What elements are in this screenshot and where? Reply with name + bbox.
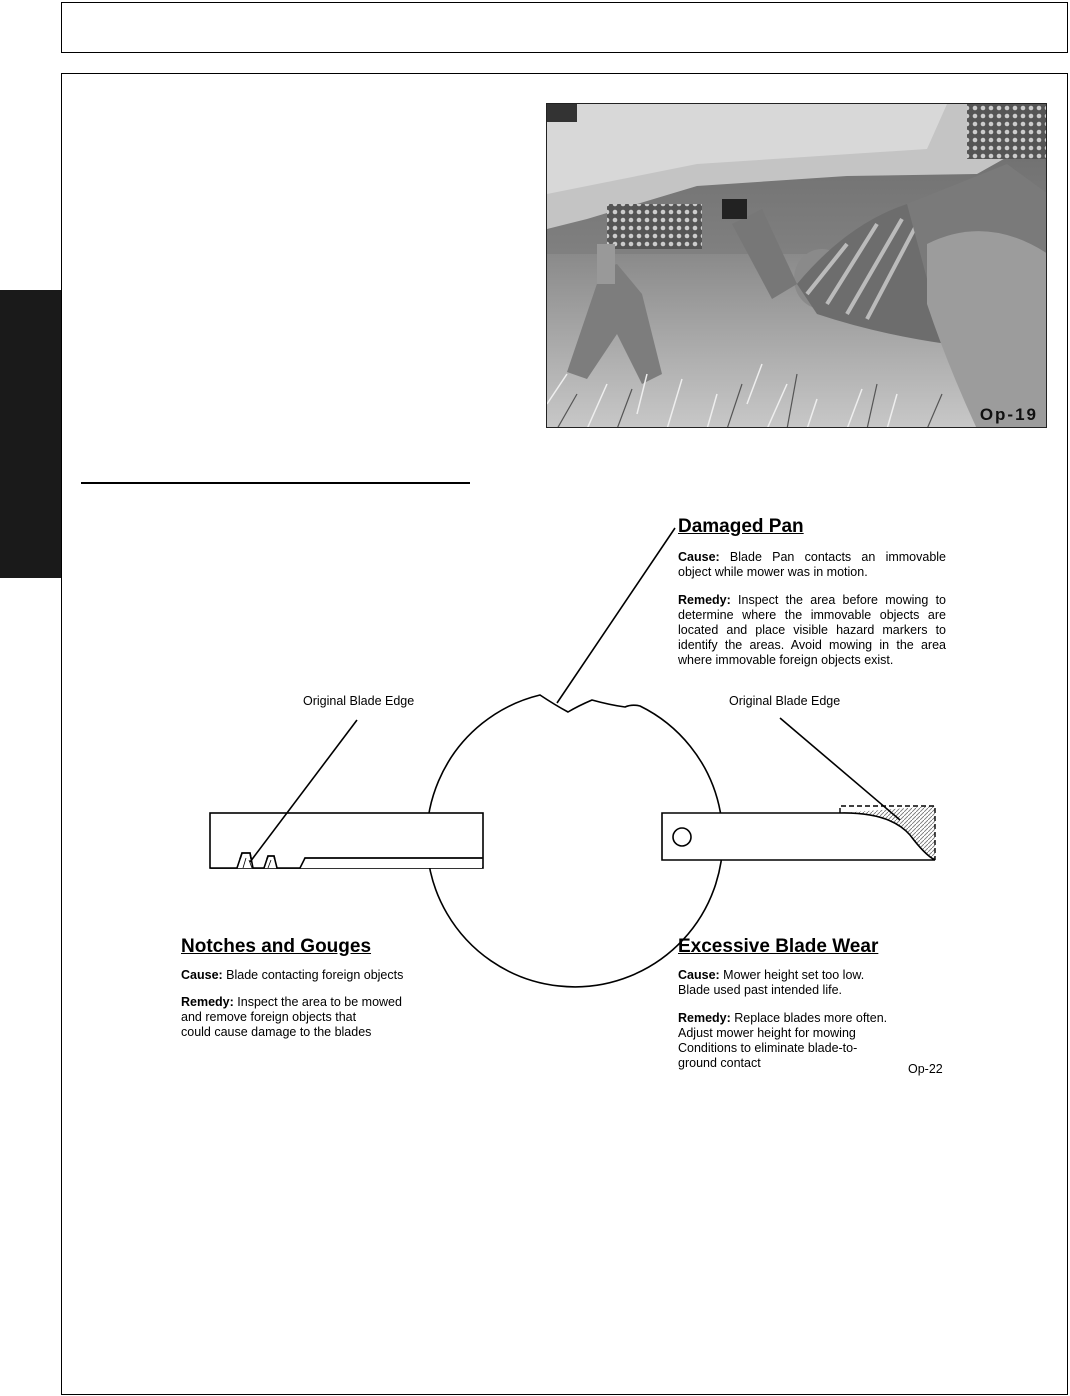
damaged-pan-cause xyxy=(678,550,946,580)
original-edge-label-right: Original Blade Edge xyxy=(729,694,841,708)
wear-remedy-line2: Adjust mower height for mowing xyxy=(678,1026,856,1040)
notches-cause-text: Blade contacting foreign objects xyxy=(222,968,404,982)
notches-remedy-line2: and remove foreign objects that xyxy=(181,1010,357,1024)
wear-cause-line1: Mower height set too low. xyxy=(719,968,865,982)
damaged-pan-remedy-text: Inspect the area before mowing to determine where the immovable objects are located and place visible hazard markers to identify the areas. Avoid mowing in the area where immovable foreign objects exist. xyxy=(678,593,946,667)
wear-remedy xyxy=(678,1011,918,1071)
notches-remedy xyxy=(181,995,431,1040)
wear-remedy-line3: Conditions to eliminate blade-to- xyxy=(678,1041,858,1055)
notches-remedy-line1: Inspect the area to be mowed xyxy=(233,995,402,1009)
wear-remedy-label: Remedy: xyxy=(678,1011,731,1025)
blade-bolt-hole xyxy=(673,828,691,846)
damaged-pan-remedy xyxy=(678,593,946,668)
notches-remedy-label: Remedy: xyxy=(181,995,234,1009)
damaged-pan-cause-text: Blade Pan contacts an immovable object while mower was in motion. xyxy=(678,550,946,579)
damaged-pan-cause-label: Cause: xyxy=(678,550,720,564)
wear-title: Excessive Blade Wear xyxy=(678,936,879,957)
original-edge-label-left: Original Blade Edge xyxy=(303,694,415,708)
wear-cause-label: Cause: xyxy=(678,968,720,982)
damaged-pan-remedy-label: Remedy: xyxy=(678,593,731,607)
notches-remedy-line3: could cause damage to the blades xyxy=(181,1025,372,1039)
wear-remedy-line1: Replace blades more often. xyxy=(730,1011,888,1025)
photo-figure-label: Op-19 xyxy=(979,405,1038,424)
wear-cause xyxy=(678,968,918,998)
diagram-figure-label: Op-22 xyxy=(908,1062,943,1076)
right-edge-leader xyxy=(780,718,900,820)
notches-cause-label: Cause: xyxy=(181,968,223,982)
wear-remedy-line4: ground contact xyxy=(678,1056,761,1070)
notches-cause xyxy=(181,968,403,983)
damaged-pan-title: Damaged Pan xyxy=(678,516,804,537)
wear-cause-line2: Blade used past intended life. xyxy=(678,983,843,997)
notches-title: Notches and Gouges xyxy=(181,936,372,957)
damaged-pan-leader xyxy=(557,528,675,703)
